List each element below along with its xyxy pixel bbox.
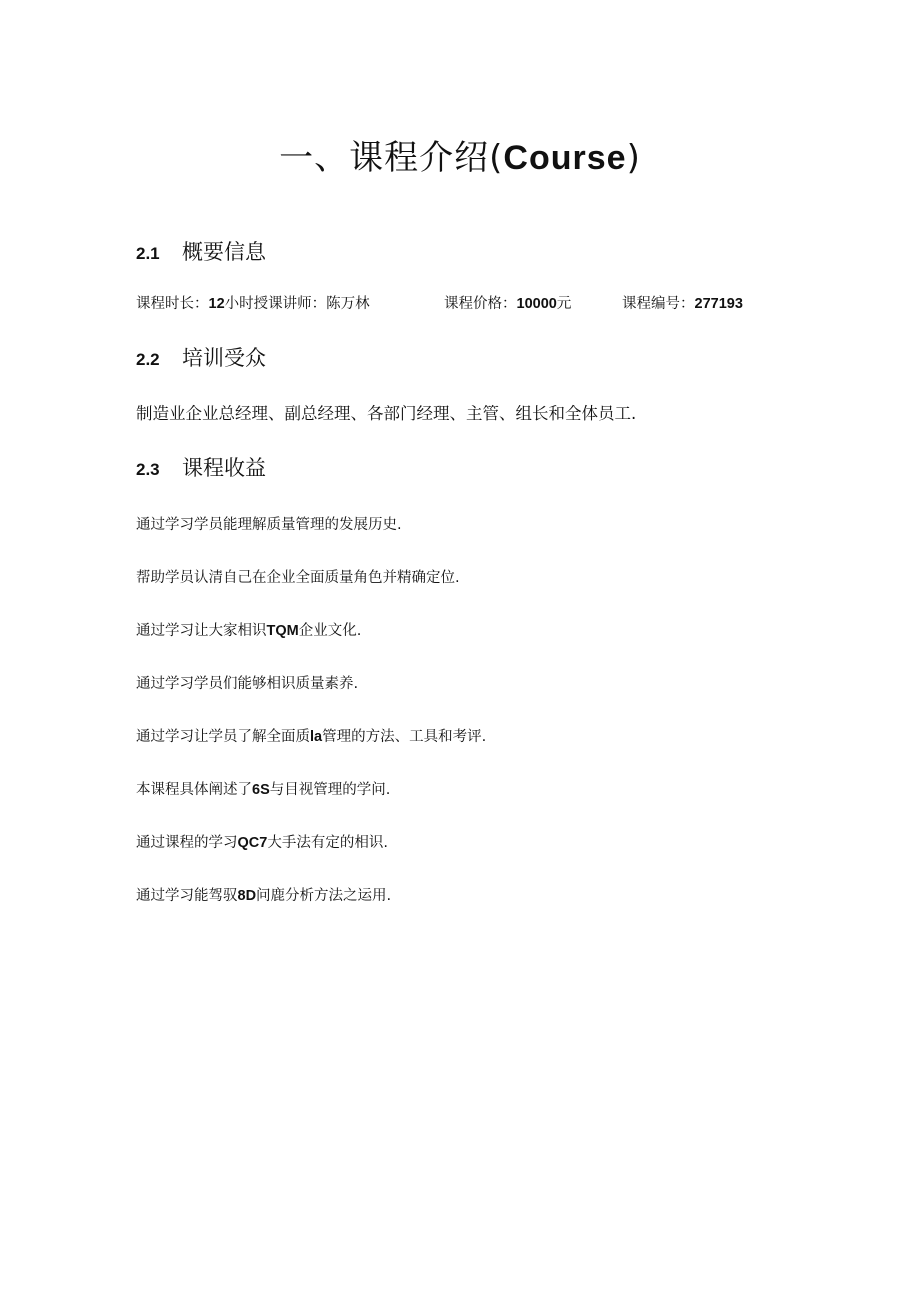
benefit-item: 通过学习让大家相识TQM企业文化. xyxy=(136,623,362,639)
price-value: 10000 xyxy=(516,296,557,312)
benefit-item: 通过学习让学员了解全面质la管理的方法、工具和考评. xyxy=(136,729,487,745)
section-label: 概要信息 xyxy=(182,240,266,264)
benefit-item: 通过学习学员们能够相识质量素养. xyxy=(136,676,359,692)
duration-lecturer-info xyxy=(136,292,370,313)
price-info xyxy=(444,292,571,313)
section-label: 培训受众 xyxy=(182,346,266,370)
price-label: 课程价格： xyxy=(444,296,517,312)
section-label: 课程收益 xyxy=(182,456,266,480)
benefit-item: 通过学习能驾驭8D问鹿分析方法之运用. xyxy=(136,888,392,904)
section-heading-benefits xyxy=(136,452,266,482)
benefit-item: 通过学习学员能理解质量管理的发展历史. xyxy=(136,517,402,533)
title-chinese: 一、课程介绍( xyxy=(279,138,504,178)
lecturer-label: 授课讲师： xyxy=(253,296,327,312)
course-code-info xyxy=(622,292,743,313)
section-heading-audience xyxy=(136,342,266,372)
code-label: 课程编号： xyxy=(622,296,695,312)
code-value: 277193 xyxy=(694,296,743,312)
page-title xyxy=(0,130,920,179)
duration-value: 12 xyxy=(208,296,225,312)
title-close-paren: ) xyxy=(626,138,641,178)
section-number: 2.1 xyxy=(136,244,160,263)
section-number: 2.3 xyxy=(136,460,160,479)
audience-text: 制造业企业总经理、副总经理、各部门经理、主管、组长和全体员工. xyxy=(136,404,637,423)
section-heading-overview xyxy=(136,236,266,266)
benefit-item: 通过课程的学习QC7大手法有定的相识. xyxy=(136,835,388,851)
benefit-item: 本课程具体阐述了6S与目视管理的学问. xyxy=(136,782,391,798)
title-latin: Course xyxy=(503,139,627,177)
lecturer-value: 陈万林 xyxy=(326,296,370,312)
price-unit: 元 xyxy=(556,296,572,312)
section-number: 2.2 xyxy=(136,350,160,369)
duration-unit: 小时 xyxy=(224,296,254,312)
duration-label: 课程时长： xyxy=(136,296,209,312)
benefit-item: 帮助学员认清自己在企业全面质量角色并精确定位. xyxy=(136,570,460,586)
